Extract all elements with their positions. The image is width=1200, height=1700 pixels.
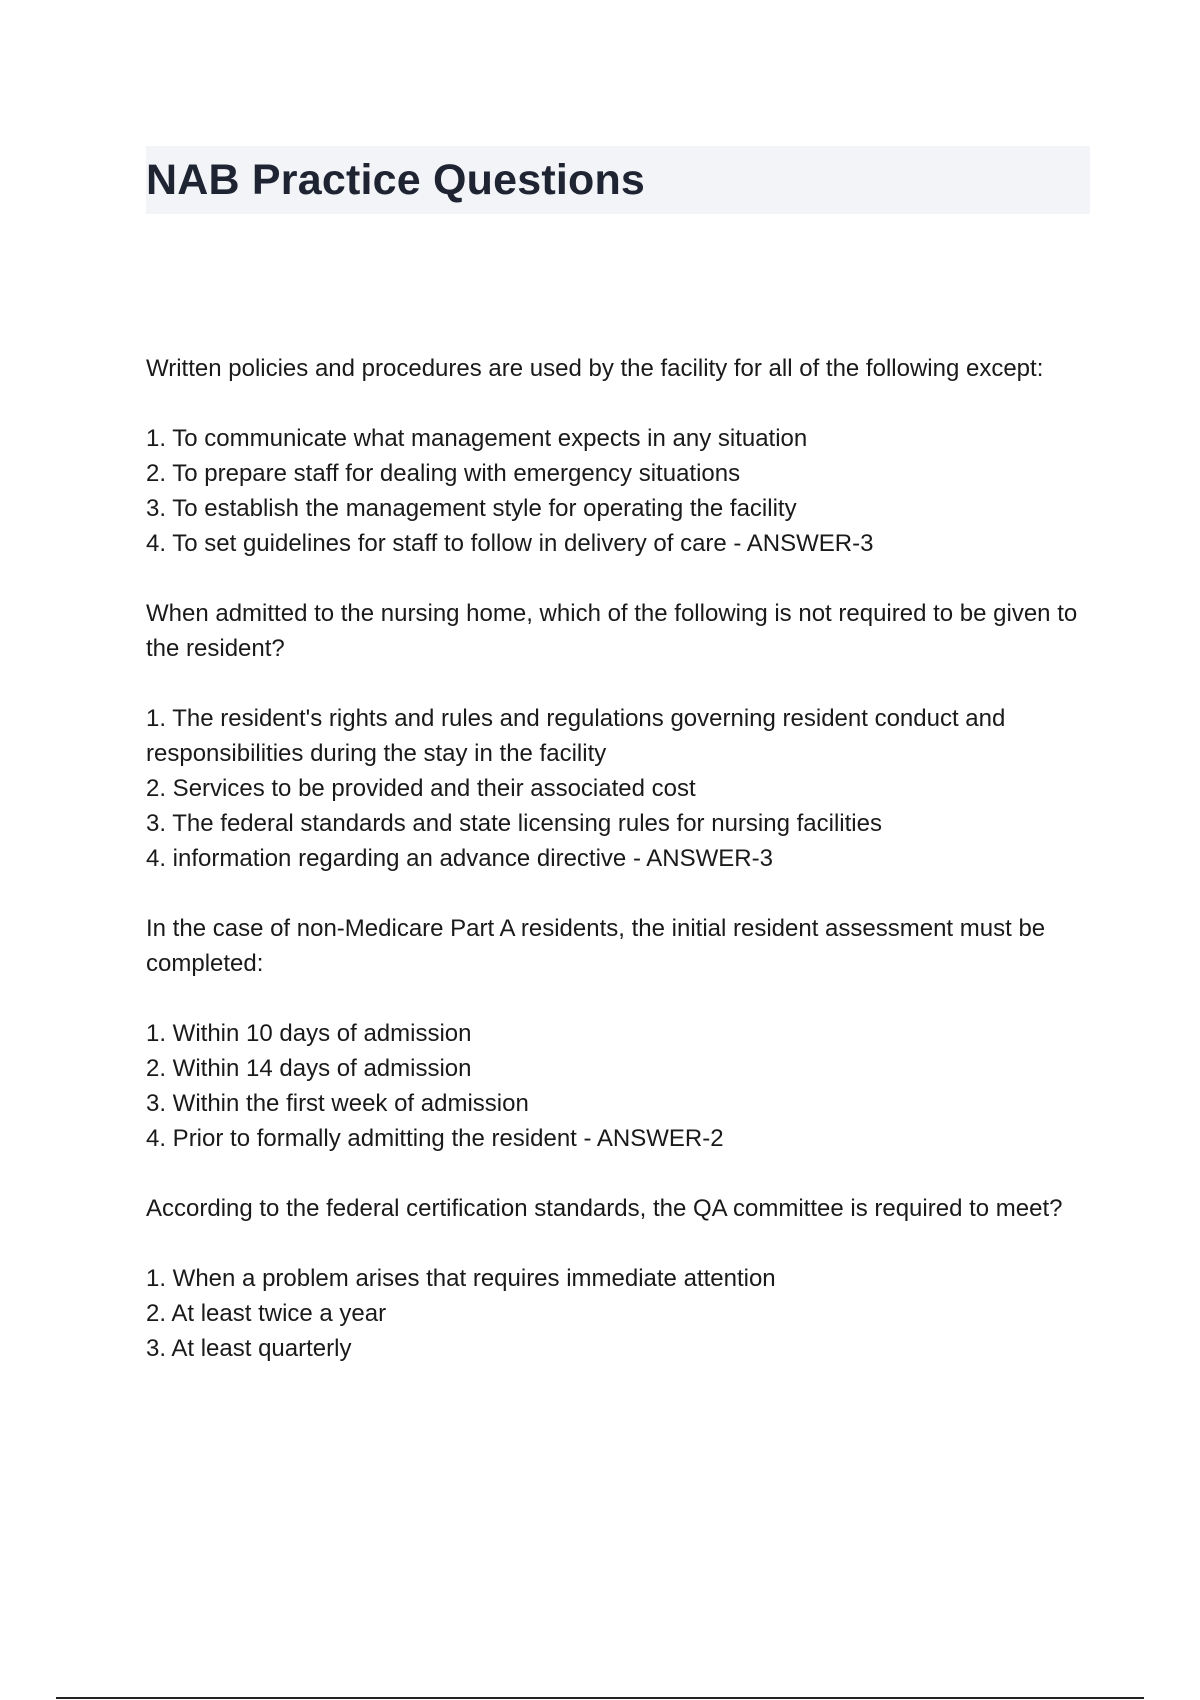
question-prompt: When admitted to the nursing home, which of the following is not required to be given to the resident? bbox=[146, 600, 1078, 662]
answer-option: 3. To establish the management style for operating the facility bbox=[146, 495, 797, 522]
question-prompt: According to the federal certification standards, the QA committee is required to meet? bbox=[146, 1195, 1063, 1222]
answer-options bbox=[146, 701, 1096, 876]
question-block bbox=[146, 596, 1096, 876]
answer-option: 2. Within 14 days of admission bbox=[146, 1055, 472, 1082]
answer-option: 1. Within 10 days of admission bbox=[146, 1020, 472, 1047]
answer-option: 4. Prior to formally admitting the resident - ANSWER-2 bbox=[146, 1125, 724, 1152]
question-block bbox=[146, 911, 1096, 1156]
question-block bbox=[146, 351, 1096, 561]
answer-option: 1. To communicate what management expects in any situation bbox=[146, 425, 808, 452]
answer-option: 3. At least quarterly bbox=[146, 1335, 352, 1362]
answer-option: 3. The federal standards and state licensing rules for nursing facilities bbox=[146, 810, 882, 837]
answer-option: 2. To prepare staff for dealing with emergency situations bbox=[146, 460, 741, 487]
title-banner bbox=[146, 146, 1090, 214]
question-prompt: In the case of non-Medicare Part A residents, the initial resident assessment must be completed: bbox=[146, 915, 1046, 977]
answer-option: 1. The resident's rights and rules and regulations governing resident conduct and responsibilities during the stay in the facility bbox=[146, 705, 1006, 767]
answer-option: 4. information regarding an advance directive - ANSWER-3 bbox=[146, 845, 773, 872]
answer-options bbox=[146, 421, 1096, 561]
question-block bbox=[146, 1191, 1096, 1366]
answer-options bbox=[146, 1016, 1096, 1156]
answer-option: 2. At least twice a year bbox=[146, 1300, 387, 1327]
answer-options bbox=[146, 1261, 1096, 1366]
footer-divider bbox=[56, 1697, 1144, 1699]
answer-option: 1. When a problem arises that requires immediate attention bbox=[146, 1265, 776, 1292]
question-prompt: Written policies and procedures are used by the facility for all of the following except: bbox=[146, 355, 1044, 382]
page-title: NAB Practice Questions bbox=[146, 156, 646, 204]
answer-option: 4. To set guidelines for staff to follow in delivery of care - ANSWER-3 bbox=[146, 530, 874, 557]
answer-option: 2. Services to be provided and their associated cost bbox=[146, 775, 696, 802]
answer-option: 3. Within the first week of admission bbox=[146, 1090, 529, 1117]
question-list bbox=[146, 351, 1096, 1366]
